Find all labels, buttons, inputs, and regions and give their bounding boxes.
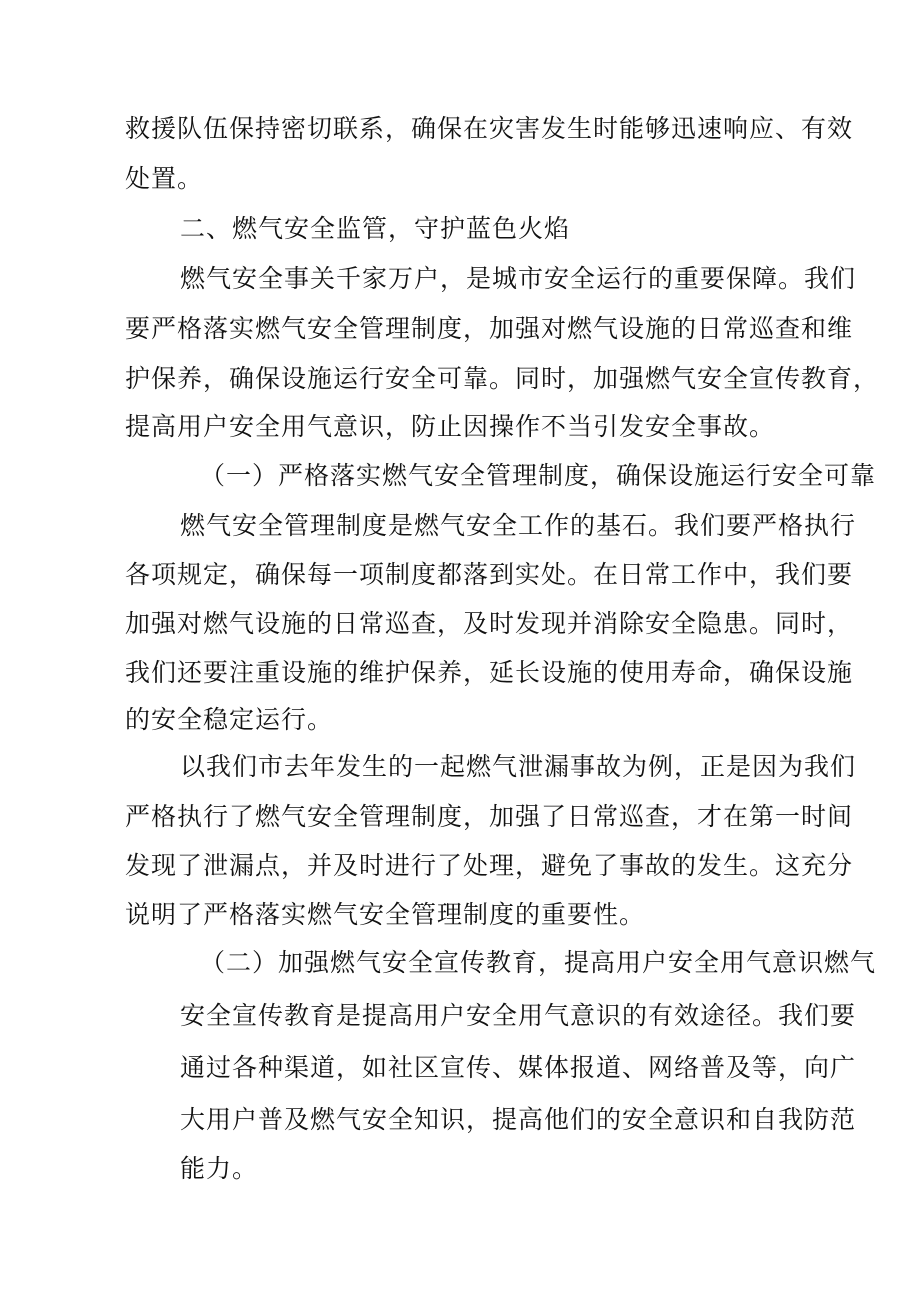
text-line: 的安全稳定运行。 [125,705,334,734]
text-line: 安全宣传教育是提高用户安全用气意识的有效途径。我们要 [180,1001,857,1030]
text-line: 护保养，确保设施运行安全可靠。同时，加强燃气安全宣传教育， [125,364,880,393]
text-line: 说明了严格落实燃气安全管理制度的重要性。 [125,900,646,929]
text-line: 要严格落实燃气安全管理制度，加强对燃气设施的日常巡查和维 [125,314,854,343]
text-line: 我们还要注重设施的维护保养，延长设施的使用寿命，确保设施 [125,658,854,687]
text-line: 燃气安全管理制度是燃气安全工作的基石。我们要严格执行 [180,511,857,540]
subsection-heading: （一）严格落实燃气安全管理制度，确保设施运行安全可靠 [200,461,877,490]
subsection-heading: （二）加强燃气安全宣传教育，提高用户安全用气意识燃气 [200,948,877,977]
text-line: 能力。 [180,1154,259,1183]
text-line: 以我们市去年发生的一起燃气泄漏事故为例，正是因为我们 [180,752,857,781]
text-line: 加强对燃气设施的日常巡查，及时发现并消除安全隐患。同时， [125,609,854,638]
text-line: 处置。 [125,164,204,193]
text-line: 各项规定，确保每一项制度都落到实处。在日常工作中，我们要 [125,560,854,589]
text-line: 发现了泄漏点，并及时进行了处理，避免了事故的发生。这充分 [125,851,854,880]
text-line: 救援队伍保持密切联系，确保在灾害发生时能够迅速响应、有效 [125,114,854,143]
text-line: 通过各种渠道，如社区宣传、媒体报道、网络普及等，向广 [180,1053,857,1082]
section-heading: 二、燃气安全监管，守护蓝色火焰 [180,214,571,243]
text-line: 严格执行了燃气安全管理制度，加强了日常巡查，才在第一时间 [125,802,854,831]
text-line: 提高用户安全用气意识，防止因操作不当引发安全事故。 [125,412,776,441]
text-line: 燃气安全事关千家万户，是城市安全运行的重要保障。我们 [180,264,857,293]
text-line: 大用户普及燃气安全知识，提高他们的安全意识和自我防范 [180,1105,857,1134]
